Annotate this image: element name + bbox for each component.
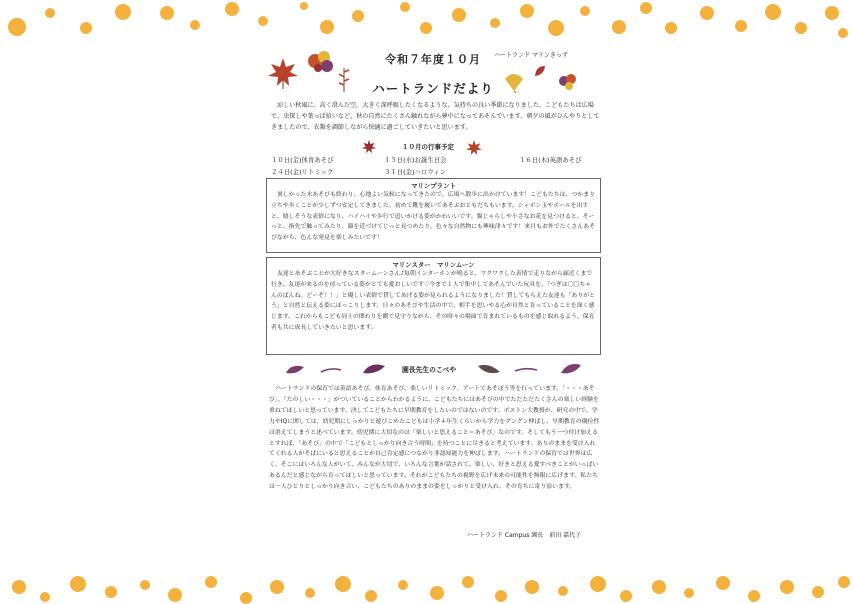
event-item: １０日(金)体育あそび bbox=[271, 156, 334, 164]
decorative-dot bbox=[520, 4, 534, 18]
marine-star-section bbox=[266, 257, 601, 355]
decorative-dot bbox=[838, 28, 848, 38]
decorative-dot bbox=[652, 580, 666, 594]
decorative-dot bbox=[525, 580, 539, 594]
decorative-dot bbox=[400, 2, 410, 12]
section-body: 友達とあそぶことが大好きなスタームーンさん♪毎朝インターホンが鳴ると、ワクワクした表情で走りながら廊近くまで行き、友達が来るのを待っている姿がとても愛おしいです♡今まで１人で集中してあそんでいた玩具を、「つぎは〇〇ちゃんのばんね。どーぞ！！」と優しい表情で貸してあげる姿が見られるようになりました！貸してもらえた友達も「ありがとう」と自然と伝える姿にほっこりします。日々のあそびや生活の中で、相手を思いやる心が自然と育っていることを深く感じます。これからもこども同士の関わりを側で見守りながら、その時々の場面で育まれているものを感じ取れるよう、保育者も共に成長していきたいと思います。 bbox=[271, 271, 595, 331]
decorative-dot bbox=[320, 20, 334, 34]
leaf-icon bbox=[362, 361, 386, 375]
decorative-dot bbox=[305, 588, 315, 598]
decorative-dot bbox=[160, 6, 174, 20]
leaf-icon bbox=[560, 361, 582, 375]
decorative-dot bbox=[8, 18, 26, 36]
decorative-dot bbox=[580, 6, 590, 16]
decorative-dot bbox=[240, 592, 252, 604]
section-title: マリンプラント bbox=[411, 182, 456, 190]
decorative-dot bbox=[430, 586, 444, 600]
event-item: ２４日(金)リトミック bbox=[271, 168, 334, 176]
decorative-dot bbox=[40, 592, 50, 602]
decorative-dot bbox=[80, 22, 92, 34]
decorative-dot bbox=[70, 576, 86, 592]
decorative-dot bbox=[620, 590, 632, 602]
decorative-dot bbox=[716, 576, 730, 590]
section-title: マリンスター マリンムーン bbox=[392, 261, 475, 269]
twig-icon bbox=[320, 366, 342, 374]
marine-plant-section bbox=[266, 178, 601, 253]
decorative-dot bbox=[765, 4, 781, 20]
decorative-dot bbox=[548, 20, 564, 36]
decorative-dot bbox=[462, 576, 474, 588]
decorative-dot bbox=[838, 576, 850, 588]
decorative-dot bbox=[812, 586, 824, 598]
school-name: ハートランド マリンきっず bbox=[494, 52, 568, 59]
decorative-dot bbox=[795, 22, 807, 34]
newsletter-page bbox=[263, 38, 603, 543]
leaf-icon bbox=[477, 362, 501, 376]
ginkgo-leaf-icon bbox=[503, 71, 525, 93]
event-item: １５日(水)お誕生日会 bbox=[384, 156, 447, 164]
intro-paragraph: 涼しい秋風に、高く澄んだ空。大きく深呼吸したくなるような、気持ちの良い季節になりました。こどもたちは広場で、虫探しや葉っぱ拾いなど、秋の自然にたくさん触れながら夢中になってあそんでいます。朝夕の風がひんやりとしてきましたので、衣類を調節しながら快適に過ごしていきたいと思います。 bbox=[271, 102, 600, 131]
decorative-dot bbox=[780, 580, 794, 594]
leaf-icon bbox=[285, 363, 305, 375]
title-date: 令和７年度１０月 bbox=[385, 53, 481, 66]
maple-leaf-icon bbox=[266, 56, 300, 90]
page-title: ハートランドだより bbox=[372, 81, 494, 96]
decorative-dot bbox=[684, 588, 694, 598]
decorative-dot bbox=[748, 590, 760, 602]
title-block bbox=[363, 51, 503, 97]
director-signature: ハートランド Campus 園長 前田 嘉代子 bbox=[467, 532, 582, 539]
maple-leaf-icon bbox=[361, 139, 377, 155]
decorative-dot bbox=[490, 18, 500, 28]
section-body: 暑しかった水あそびも終わり、心地よい気候になってきたので、広場へ散歩に出かけています！こどもたちは、つかまり立ちや歩くことが少しずつ安定してきました。初めて靴を履いてあそぶおともだちもいます。シャボン玉やボールを出すと、嬉しそうな表情になり、ハイハイや歩行で追いかける姿がかわいいです。猫じゃらしや小さなお花を見つけると、そーっと、指先で触ってみたり、顔を近づけてじっと見つめたり、色々な自然物にも興味津々です！来月もお外でたくさんあそびながら、色んな発見を楽しみたいです！ bbox=[271, 192, 595, 242]
event-item: ３１日(金)ハロウィン bbox=[384, 168, 447, 176]
decorative-dot bbox=[495, 590, 507, 602]
decorative-dot bbox=[612, 20, 626, 34]
event-item: １６日(木)英語あそび bbox=[519, 156, 582, 164]
maple-leaf-icon bbox=[465, 139, 483, 157]
decorative-dot bbox=[640, 2, 652, 14]
decorative-dot bbox=[665, 22, 677, 34]
decorative-dot bbox=[140, 580, 150, 590]
small-leaf-icon bbox=[533, 64, 547, 78]
director-column-title: 園長先生のこべや bbox=[402, 366, 457, 374]
decorative-dot bbox=[190, 20, 200, 30]
decorative-dot bbox=[398, 580, 408, 590]
decorative-dot bbox=[452, 8, 466, 22]
decorative-dot bbox=[420, 22, 432, 34]
decorative-dot bbox=[365, 590, 377, 602]
decorative-dot bbox=[300, 2, 308, 10]
decorative-dot bbox=[258, 16, 268, 26]
decorative-dot bbox=[700, 6, 714, 20]
decorative-dot bbox=[335, 576, 351, 592]
twig-icon bbox=[514, 366, 538, 374]
decorative-dot bbox=[558, 586, 568, 596]
autumn-leaves-cluster-icon bbox=[306, 49, 336, 75]
decorative-dot bbox=[735, 20, 747, 32]
decorative-dot bbox=[12, 580, 26, 594]
berry-cluster-icon bbox=[556, 71, 580, 93]
decorative-dot bbox=[590, 576, 606, 592]
decorative-dot bbox=[115, 4, 131, 20]
small-branch-icon bbox=[337, 68, 351, 92]
decorative-dot bbox=[225, 2, 239, 16]
events-title: １０月の行事予定 bbox=[402, 143, 454, 151]
decorative-dot bbox=[45, 8, 55, 18]
decorative-dot bbox=[825, 6, 839, 20]
decorative-dot bbox=[168, 588, 182, 602]
decorative-dot bbox=[105, 586, 117, 598]
decorative-dot bbox=[205, 576, 217, 588]
decorative-dot bbox=[352, 10, 364, 22]
decorative-dot bbox=[270, 580, 284, 594]
director-column-body: ハートランドの保育では英語あそび、体育あそび、楽しいリトミック、アートであそぼう等を行っています。「・・・あそび」、「たのしい・・・」がついていることからわかるように、こどもたちにはあそびの中でただただたくさんの楽しい経験を重ねてほしいと思っています。決してこどもたちに早期教育をしたいのではないのです。ボストン大教授が、研究の中で、学力やIQに関しては、幼児期にしっかりと遊びこめたこどもは小学４年生くらいから学力をグングン伸ばし、早期教育の優位性は消えてしまうと述べています。幼児期に大切なのは「楽しいと思えること＝あそび」なのです。そしてもう一つ付け加えるとすれば、「あそび」の中で「こどもとしっかり向き合う時間」を持つことに尽きると考えています。ありのままを受け入れてくれる人がそばにいると思えることが自己肯定感につながり非認知能力を伸ばします。ハートランドの保育では世界は広く、そこにはいろんな人がいて、みんなが大切で、いろんな言葉が話されて、楽しい、好きと思える愛すべきことがいっぱいあるんだと感じながら育ってほしいと思っています。それがこどもたちの視野を広げ未来の可能性を無限に広げます。私たちは一人ひとりとしっかり向き合い、こどもたちのありのままの姿をしっかりと受け入れ、その育ちに寄り添います。 bbox=[269, 386, 600, 491]
